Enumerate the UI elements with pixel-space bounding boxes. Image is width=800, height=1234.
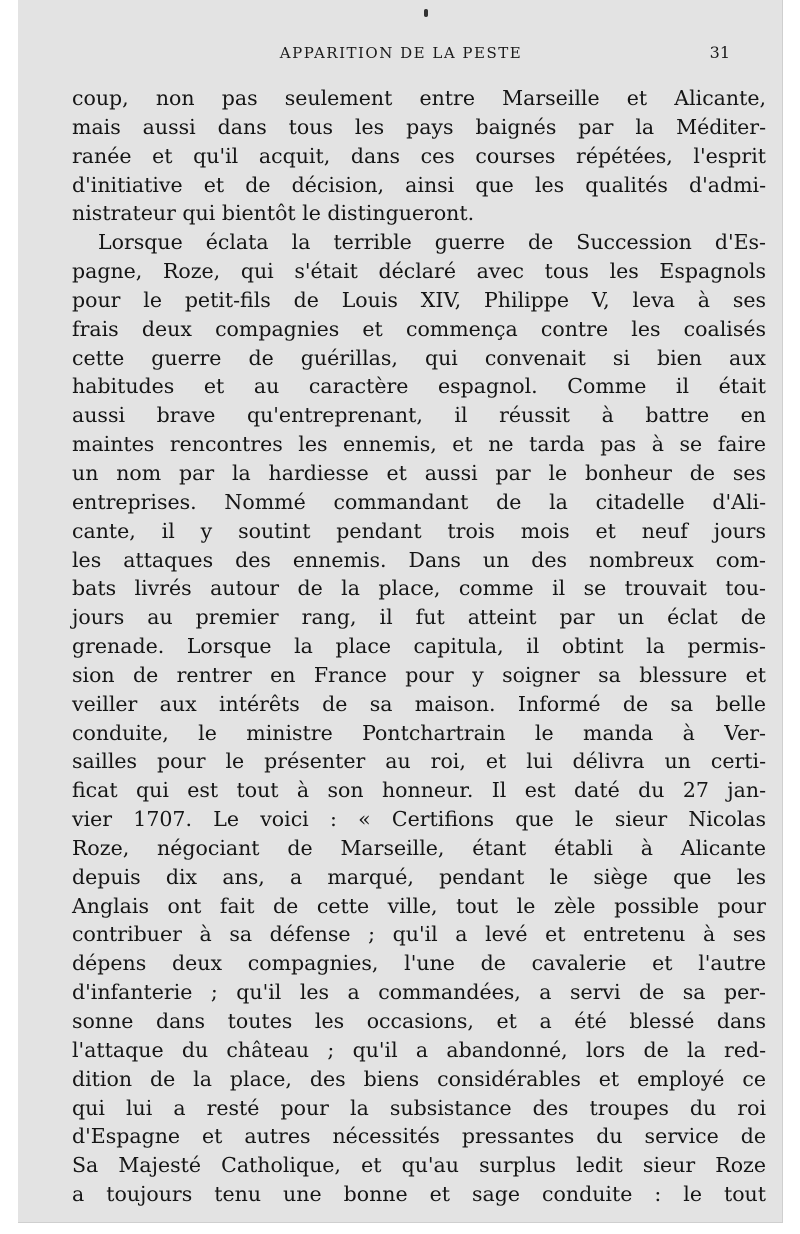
text-line: l'attaque du château ; qu'il a abandonné, lors de la red- [72,1037,766,1062]
text-line: entreprises. Nommé commandant de la citadelle d'Ali- [72,489,766,514]
text-line: vier 1707. Le voici : « Certifions que le sieur Nicolas [72,807,766,832]
text-line: dition de la place, des biens considérables et employé ce [72,1066,766,1091]
text-line: contribuer à sa défense ; qu'il a levé et entretenu à ses [72,922,766,947]
text-line: frais deux compagnies et commença contre les coalisés [72,316,766,341]
text-line: d'initiative et de décision, ainsi que les qualités d'admi- [72,172,766,197]
text-line: grenade. Lorsque la place capitula, il obtint la permis- [72,634,766,659]
text-line: cante, il y soutint pendant trois mois et neuf jours [72,518,766,543]
text-line: a toujours tenu une bonne et sage conduite : le tout [72,1182,766,1207]
text-line: Sa Majesté Catholique, et qu'au surplus ledit sieur Roze [72,1153,766,1178]
text-line: ficat qui est tout à son honneur. Il est daté du 27 jan- [72,778,766,803]
text-line: aussi brave qu'entreprenant, il réussit à battre en [72,403,766,428]
text-line: Lorsque éclata la terrible guerre de Succession d'Es- [98,230,766,255]
text-line: veiller aux intérêts de sa maison. Informé de sa belle [72,691,766,716]
running-header [72,42,730,64]
text-line: maintes rencontres les ennemis, et ne tarda pas à se faire [72,432,766,457]
text-line: nistrateur qui bientôt le distingueront. [72,201,475,226]
text-line: d'infanterie ; qu'il les a commandées, a servi de sa per- [72,980,766,1005]
text-line: dépens deux compagnies, l'une de cavalerie et l'autre [72,951,766,976]
text-line: depuis dix ans, a marqué, pendant le siège que les [72,864,766,889]
text-line: sion de rentrer en France pour y soigner sa blessure et [72,662,766,687]
page-number: 31 [709,43,730,62]
text-line: les attaques des ennemis. Dans un des nombreux com- [72,547,766,572]
text-line: pagne, Roze, qui s'était déclaré avec tous les Espagnols [72,259,766,284]
text-line: sailles pour le présenter au roi, et lui délivra un certi- [72,749,766,774]
text-line: habitudes et au caractère espagnol. Comme il était [72,374,766,399]
running-title: APPARITION DE LA PESTE [279,44,523,62]
body-text [72,84,766,1209]
text-line: conduite, le ministre Pontchartrain le manda à Ver- [72,720,766,745]
book-page [18,0,783,1223]
text-line: coup, non pas seulement entre Marseille et Alicante, [72,86,766,110]
text-line: Roze, négociant de Marseille, étant établi à Alicante [72,835,766,860]
text-line: cette guerre de guérillas, qui convenait si bien aux [72,345,766,370]
text-line: ranée et qu'il acquit, dans ces courses répétées, l'esprit [72,143,766,168]
text-line: mais aussi dans tous les pays baignés par la Méditer- [72,114,766,139]
text-line: qui lui a resté pour la subsistance des troupes du roi [72,1095,766,1120]
text-line: bats livrés autour de la place, comme il se trouvait tou- [72,576,766,601]
text-line: sonne dans toutes les occasions, et a été blessé dans [72,1009,766,1033]
text-line: jours au premier rang, il fut atteint par un éclat de [72,605,766,630]
text-line: d'Espagne et autres nécessités pressantes du service de [72,1124,766,1149]
text-line: pour le petit-fils de Louis XIV, Philippe V, leva à ses [72,287,766,312]
ink-speck [424,9,428,17]
text-line: Anglais ont fait de cette ville, tout le zèle possible pour [72,893,766,918]
text-line: un nom par la hardiesse et aussi par le bonheur de ses [72,460,766,485]
